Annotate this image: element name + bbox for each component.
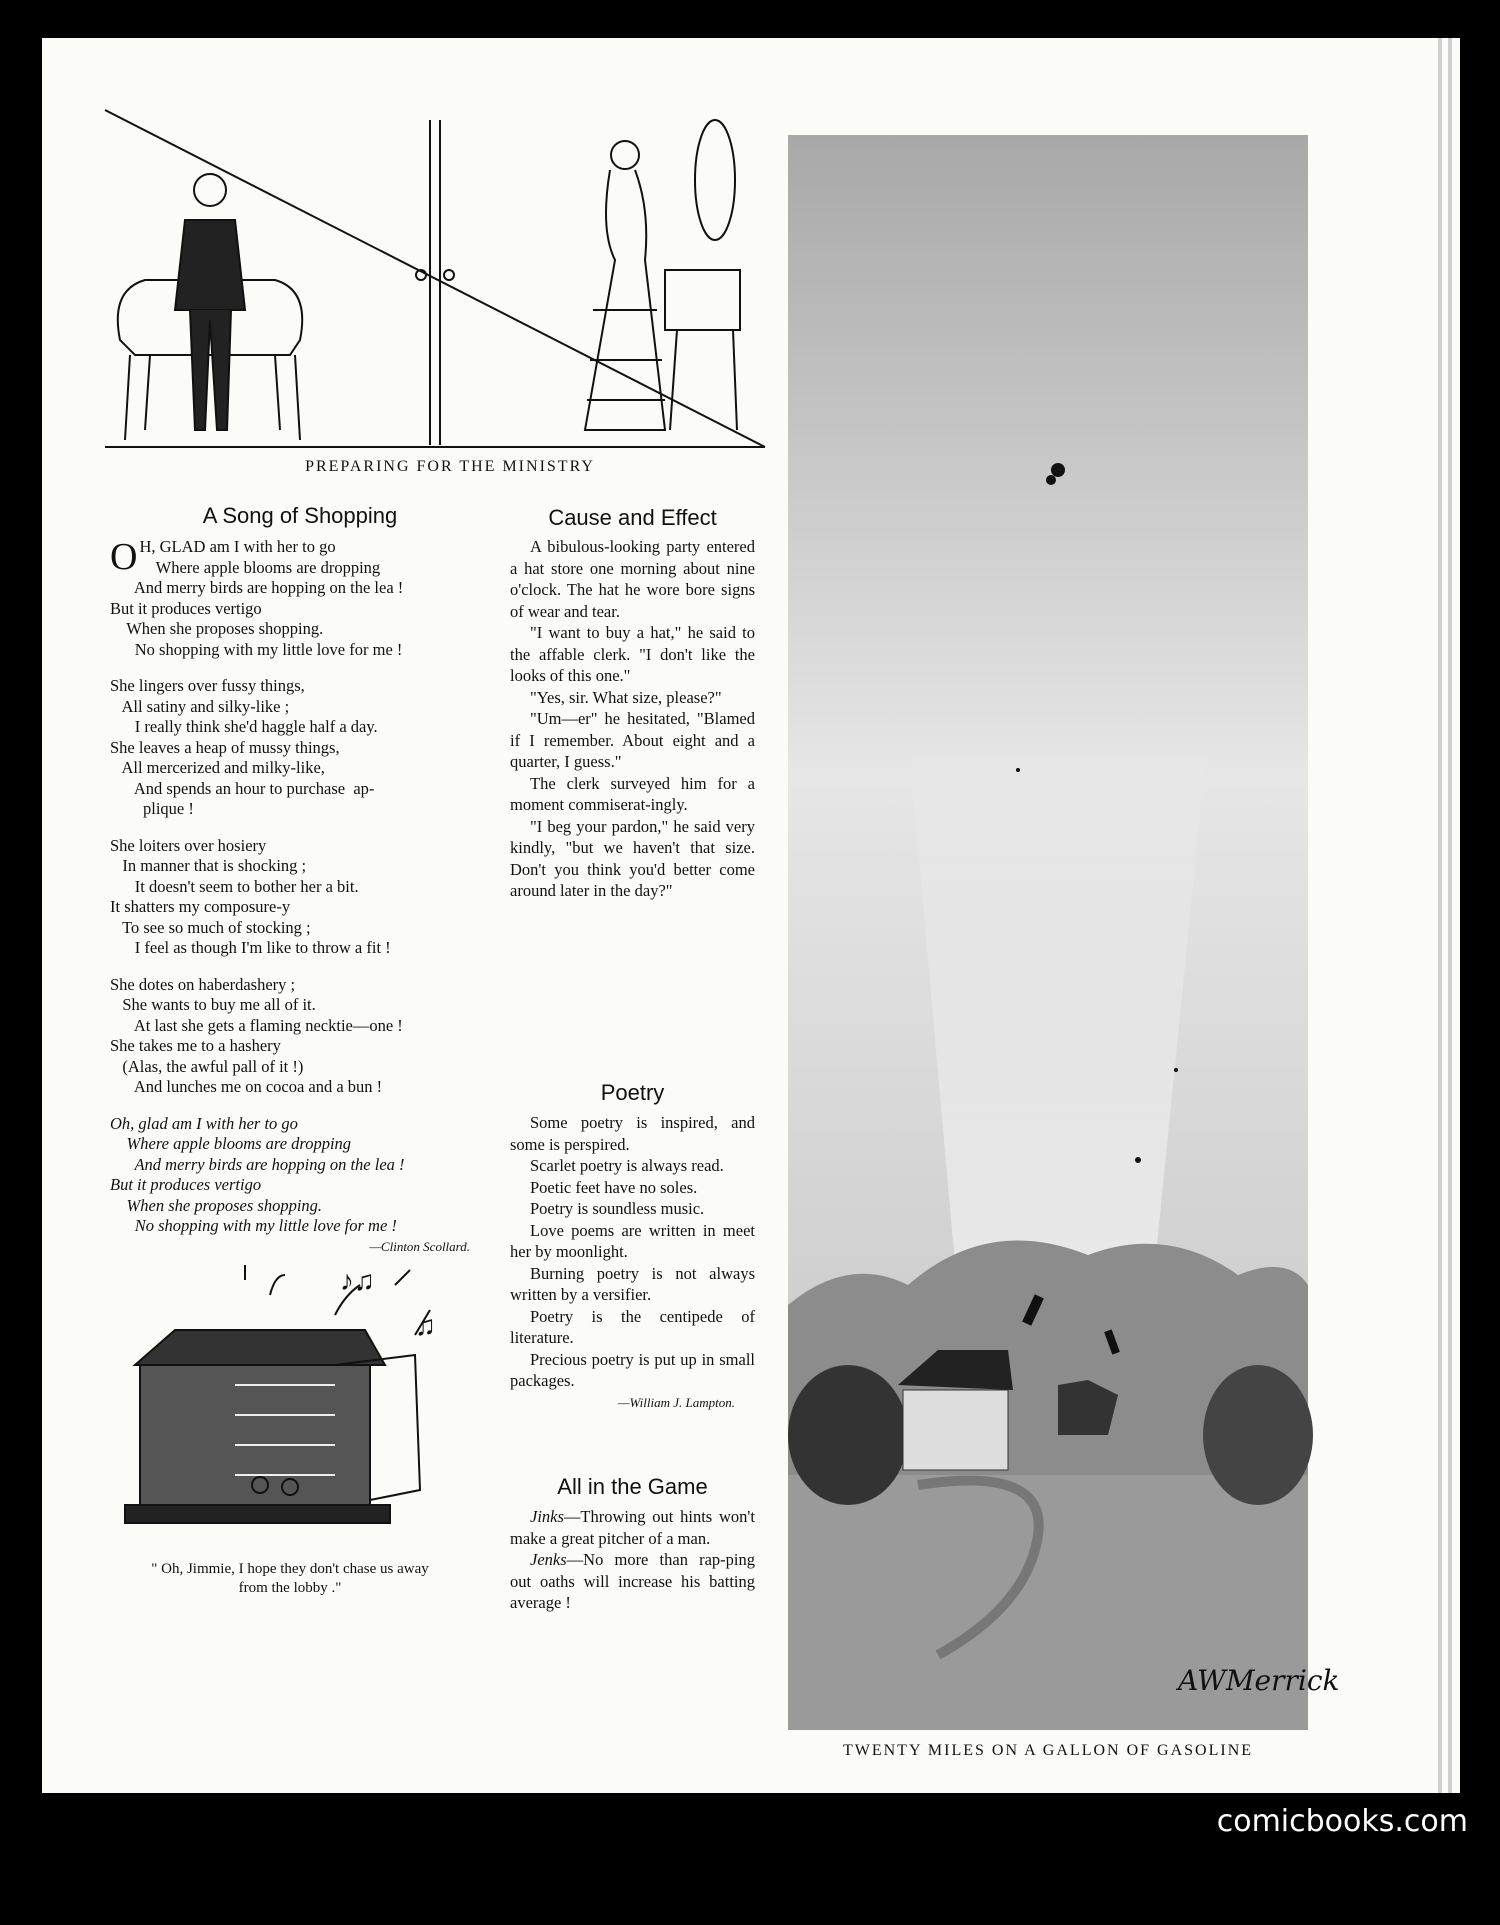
poem-line: (Alas, the awful pall of it !) <box>110 1056 304 1076</box>
poem-line: And lunches me on cocoa and a bun ! <box>110 1077 383 1096</box>
stanza <box>110 537 490 660</box>
poem-line: But it produces vertigo <box>110 1175 262 1194</box>
cartoon-phonograph <box>95 1255 475 1550</box>
speaker-name: Jenks <box>530 1550 567 1569</box>
poem-line: plique ! <box>110 799 194 818</box>
poem-line: It shatters my composure-y <box>110 897 291 916</box>
poem-line: She leaves a heap of mussy things, <box>110 737 340 757</box>
poem-line: And merry birds are hopping on the lea ! <box>110 1154 405 1174</box>
poetry-credit: —William J. Lampton. <box>617 1394 735 1410</box>
paragraph <box>510 1549 755 1614</box>
paragraph: Poetry is the centipede of literature. <box>510 1306 755 1347</box>
paragraph: Love poems are written in meet her by moonlight. <box>510 1220 755 1261</box>
poem-line: When she proposes shopping. <box>110 1195 323 1215</box>
poem-line: Oh, glad am I with her to go <box>110 1113 298 1133</box>
paragraph <box>510 1506 755 1549</box>
poem-line: I really think she'd haggle half a day. <box>110 717 378 736</box>
cartoon-phonograph-caption <box>95 1560 485 1598</box>
page-edge <box>1438 38 1442 1793</box>
paragraph: Poetic feet have no soles. <box>530 1177 698 1197</box>
poem-line: She lingers over fussy things, <box>110 676 305 695</box>
caption-line: " Oh, Jimmie, I hope they don't chase us away <box>151 1561 429 1577</box>
poem-line: And spends an hour to purchase ap- <box>110 778 375 798</box>
poem-line: No shopping with my little love for me ! <box>110 639 403 659</box>
paragraph: The clerk surveyed him for a moment commiserat-ingly. <box>510 773 755 814</box>
drop-cap: O <box>110 536 138 578</box>
poem-line: And merry birds are hopping on the lea ! <box>110 578 404 597</box>
cartoon-ministry <box>105 110 765 450</box>
poetry-text <box>510 1112 755 1413</box>
poem-line: She wants to buy me all of it. <box>110 995 316 1014</box>
page-edge <box>1448 38 1452 1793</box>
paragraph: A bibulous-looking party entered a hat store one morning about nine o'clock. The hat he wore bore signs of wear and tear. <box>510 537 755 621</box>
speech: —Throwing out hints won't make a great pitcher of a man. <box>510 1507 755 1548</box>
cause-text <box>510 536 755 902</box>
poem-line: To see so much of stocking ; <box>110 917 311 937</box>
poem-line: All mercerized and milky-like, <box>110 758 325 777</box>
watermark: comicbooks.com <box>1216 1804 1468 1839</box>
poem-line: Where apple blooms are dropping <box>110 1134 352 1153</box>
poem-line: She dotes on haberdashery ; <box>110 974 296 994</box>
poem-line: In manner that is shocking ; <box>110 856 307 875</box>
illustration-frame <box>788 135 1340 1730</box>
paragraph: Burning poetry is not always written by a versifier. <box>510 1263 755 1304</box>
paragraph: "Um—er" he hesitated, "Blamed if I remember. About eight and a quarter, I guess." <box>510 709 755 771</box>
speech: —No more than rap-ping out oaths will increase his batting average ! <box>510 1550 755 1612</box>
paragraph: "I beg your pardon," he said very kindly, "but we haven't that size. Don't you think you'd better come around later in the day?" <box>510 816 755 900</box>
svg-text:♪♫: ♪♫ <box>340 1266 375 1297</box>
speaker-name: Jinks <box>530 1507 564 1526</box>
poem-line: Where apple blooms are dropping <box>139 557 381 577</box>
song-title: A Song of Shopping <box>202 503 398 528</box>
paragraph: Precious poetry is put up in small packages. <box>510 1349 755 1390</box>
poem-line: She loiters over hosiery <box>110 835 267 855</box>
paragraph: "Yes, sir. What size, please?" <box>530 687 722 707</box>
paragraph: "I want to buy a hat," he said to the affable clerk. "I don't like the looks of this one." <box>510 623 755 685</box>
song-poem <box>110 537 490 1257</box>
stanza <box>110 676 490 820</box>
poetry-title: Poetry <box>600 1080 665 1105</box>
caption-line: from the lobby ." <box>238 1580 342 1596</box>
paragraph: Scarlet poetry is always read. <box>530 1156 724 1175</box>
poem-line: It doesn't seem to bother her a bit. <box>110 876 359 896</box>
stanza <box>110 975 490 1098</box>
game-title: All in the Game <box>557 1474 708 1499</box>
game-text <box>510 1506 755 1614</box>
poem-line: I feel as though I'm like to throw a fit ! <box>110 938 391 957</box>
paragraph: Poetry is soundless music. <box>530 1199 705 1218</box>
poem-line: But it produces vertigo <box>110 598 262 618</box>
poem-line: When she proposes shopping. <box>110 619 324 638</box>
stanza <box>110 1114 490 1237</box>
cartoon-ministry-caption: PREPARING FOR THE MINISTRY <box>305 458 595 475</box>
poem-line: All satiny and silky-like ; <box>110 696 290 716</box>
poem-line: She takes me to a hashery <box>110 1036 281 1055</box>
illustration-signature: AWMerrick <box>1178 1664 1340 1697</box>
poem-line: At last she gets a flaming necktie—one ! <box>110 1015 403 1035</box>
gasoline-caption: TWENTY MILES ON A GALLON OF GASOLINE <box>842 1742 1254 1759</box>
stanza <box>110 836 490 959</box>
poem-line: H, GLAD am I with her to go <box>139 537 336 556</box>
cause-title: Cause and Effect <box>548 505 717 530</box>
song-credit: —Clinton Scollard. <box>369 1238 470 1254</box>
poem-line: No shopping with my little love for me ! <box>110 1216 397 1235</box>
paragraph: Some poetry is inspired, and some is perspired. <box>510 1113 755 1154</box>
svg-text:♫: ♫ <box>415 1311 436 1342</box>
